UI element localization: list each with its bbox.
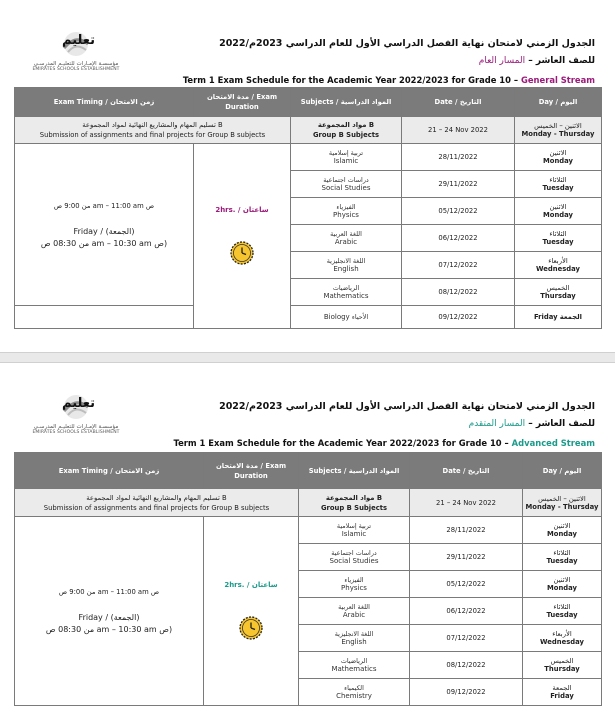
day-cell: الثلاثاء Tuesday xyxy=(515,171,602,198)
logo-org-ar: مؤسسـة الإمـارات للتعليـم المدرسـي xyxy=(33,424,119,430)
subtitle-prefix: للصف العاشر – xyxy=(528,56,595,66)
header-day: Day / اليوم xyxy=(523,453,602,489)
subject-cell: تربية إسلامية Islamic xyxy=(291,144,402,171)
stream-name-ar: المسار العام xyxy=(478,56,526,66)
table-header-row xyxy=(15,88,602,117)
subject-cell: الرياضيات Mathematics xyxy=(291,279,402,306)
group-b-day: الاثنين – الخميس Monday - Thursday xyxy=(515,117,602,144)
day-cell: الأربعاء Wednesday xyxy=(515,252,602,279)
page-divider xyxy=(0,352,615,363)
header-duration: مدة الامتحان / Exam Duration xyxy=(194,88,291,117)
table-row xyxy=(15,306,602,329)
date-cell: 08/12/2022 xyxy=(410,652,523,679)
header-timing: Exam Timing / زمن الامتحان xyxy=(15,453,204,489)
page-subtitle-ar xyxy=(469,419,595,429)
date-cell: 07/12/2022 xyxy=(402,252,515,279)
exam-schedule-table xyxy=(14,87,602,329)
date-cell: 06/12/2022 xyxy=(402,225,515,252)
group-b-subjects: مواد المجموعة B Group B Subjects xyxy=(299,489,410,517)
day-cell: الاثنين Monday xyxy=(523,517,602,544)
subject-cell: الفيزياء Physics xyxy=(291,198,402,225)
table-header-row xyxy=(15,453,602,489)
date-cell: 29/11/2022 xyxy=(410,544,523,571)
subject-cell: الكيمياء Chemistry xyxy=(299,679,410,706)
stream-name-ar: المسار المتقدم xyxy=(468,419,526,429)
day-cell: الثلاثاء Tuesday xyxy=(523,598,602,625)
logo-name-ar: تعليم xyxy=(62,396,96,411)
ese-logo xyxy=(28,30,124,72)
day-cell: الخميس Thursday xyxy=(515,279,602,306)
page-title-en xyxy=(173,438,595,448)
header-subjects: Subjects / المواد الدراسية xyxy=(299,453,410,489)
header-subjects: Subjects / المواد الدراسية xyxy=(291,88,402,117)
subject-cell: دراسات اجتماعية Social Studies xyxy=(299,544,410,571)
clock-icon xyxy=(238,615,264,641)
subject-cell: دراسات اجتماعية Social Studies xyxy=(291,171,402,198)
subject-cell: الفيزياء Physics xyxy=(299,571,410,598)
date-cell: 07/12/2022 xyxy=(410,625,523,652)
group-b-row xyxy=(15,117,602,144)
header-date: Date / التاريخ xyxy=(410,453,523,489)
exam-schedule-table xyxy=(14,452,602,706)
day-cell: Friday الجمعة xyxy=(515,306,602,329)
subject-cell: اللغة الانجليزية English xyxy=(299,625,410,652)
day-cell: الاثنين Monday xyxy=(523,571,602,598)
group-b-subjects: مواد المجموعة B Group B Subjects xyxy=(291,117,402,144)
page-title-ar: الجدول الزمني لامتحان نهاية الفصل الدراسي الأول للعام الدراسي 2023م/2022 xyxy=(219,38,595,49)
group-b-date: 21 – 24 Nov 2022 xyxy=(410,489,523,517)
date-cell: 09/12/2022 xyxy=(410,679,523,706)
date-cell: 09/12/2022 xyxy=(402,306,515,329)
timing-blank-cell xyxy=(15,306,194,329)
group-b-day: الاثنين – الخميس Monday - Thursday xyxy=(523,489,602,517)
ese-logo xyxy=(28,393,124,435)
page-title-en xyxy=(183,75,595,85)
subject-cell: اللغة الانجليزية English xyxy=(291,252,402,279)
subtitle-prefix: للصف العاشر – xyxy=(528,419,595,429)
table-row xyxy=(15,144,602,171)
title-en-prefix: Term 1 Exam Schedule for the Academic Year 2022/2023 for Grade 10 – xyxy=(173,438,509,448)
subject-cell: اللغة العربية Arabic xyxy=(291,225,402,252)
general-stream-panel xyxy=(0,0,615,352)
date-cell: 08/12/2022 xyxy=(402,279,515,306)
logo-name-ar: تعليم xyxy=(62,33,96,48)
date-cell: 05/12/2022 xyxy=(410,571,523,598)
group-b-row xyxy=(15,489,602,517)
day-cell: الأربعاء Wednesday xyxy=(523,625,602,652)
exam-duration-cell: 2hrs. / ساعتان xyxy=(204,517,299,706)
header-timing: Exam Timing / زمن الامتحان xyxy=(15,88,194,117)
logo-org-en: EMIRATES SCHOOLS ESTABLISHMENT xyxy=(32,430,120,435)
day-cell: الثلاثاء Tuesday xyxy=(523,544,602,571)
group-b-date: 21 – 24 Nov 2022 xyxy=(402,117,515,144)
stream-name-en: Advanced Stream xyxy=(511,438,595,448)
header-day: Day / اليوم xyxy=(515,88,602,117)
subject-cell: الرياضيات Mathematics xyxy=(299,652,410,679)
header-duration: مدة الامتحان / Exam Duration xyxy=(204,453,299,489)
title-en-prefix: Term 1 Exam Schedule for the Academic Year 2022/2023 for Grade 10 – xyxy=(182,75,519,85)
clock-icon xyxy=(229,240,255,266)
day-cell: الاثنين Monday xyxy=(515,198,602,225)
date-cell: 28/11/2022 xyxy=(402,144,515,171)
logo-org-en: EMIRATES SCHOOLS ESTABLISHMENT xyxy=(32,67,120,72)
advanced-stream-panel xyxy=(0,363,615,716)
exam-duration-cell: 2hrs. / ساعتان xyxy=(194,144,291,329)
day-cell: الجمعة Friday xyxy=(523,679,602,706)
group-b-note: تسليم المهام والمشاريع النهائية لمواد المجموعة B Submission of assignments and final projects for Group B subjects xyxy=(15,117,291,144)
exam-timing-cell: من 9:00 ص am – 11:00 am ص Friday / (الجمعة) من 08:30 ص am – 10:30 am ص) xyxy=(15,517,204,706)
date-cell: 05/12/2022 xyxy=(402,198,515,225)
day-cell: الخميس Thursday xyxy=(523,652,602,679)
page-subtitle-ar xyxy=(479,56,595,66)
header-date: Date / التاريخ xyxy=(402,88,515,117)
group-b-note: تسليم المهام والمشاريع النهائية لمواد المجموعة B Submission of assignments and final projects for Group B subjects xyxy=(15,489,299,517)
date-cell: 28/11/2022 xyxy=(410,517,523,544)
date-cell: 29/11/2022 xyxy=(402,171,515,198)
subject-cell: Biology الأحياء xyxy=(291,306,402,329)
subject-cell: اللغة العربية Arabic xyxy=(299,598,410,625)
day-cell: الثلاثاء Tuesday xyxy=(515,225,602,252)
table-row xyxy=(15,517,602,544)
page-title-ar: الجدول الزمني لامتحان نهاية الفصل الدراسي الأول للعام الدراسي 2023م/2022 xyxy=(219,401,595,412)
date-cell: 06/12/2022 xyxy=(410,598,523,625)
subject-cell: تربية إسلامية Islamic xyxy=(299,517,410,544)
stream-name-en: General Stream xyxy=(521,75,595,85)
logo-org-ar: مؤسسـة الإمـارات للتعليـم المدرسـي xyxy=(33,61,119,67)
exam-timing-cell: من 9:00 ص am – 11:00 am ص Friday / (الجمعة) من 08:30 ص am – 10:30 am ص) xyxy=(15,144,194,306)
day-cell: الاثنين Monday xyxy=(515,144,602,171)
